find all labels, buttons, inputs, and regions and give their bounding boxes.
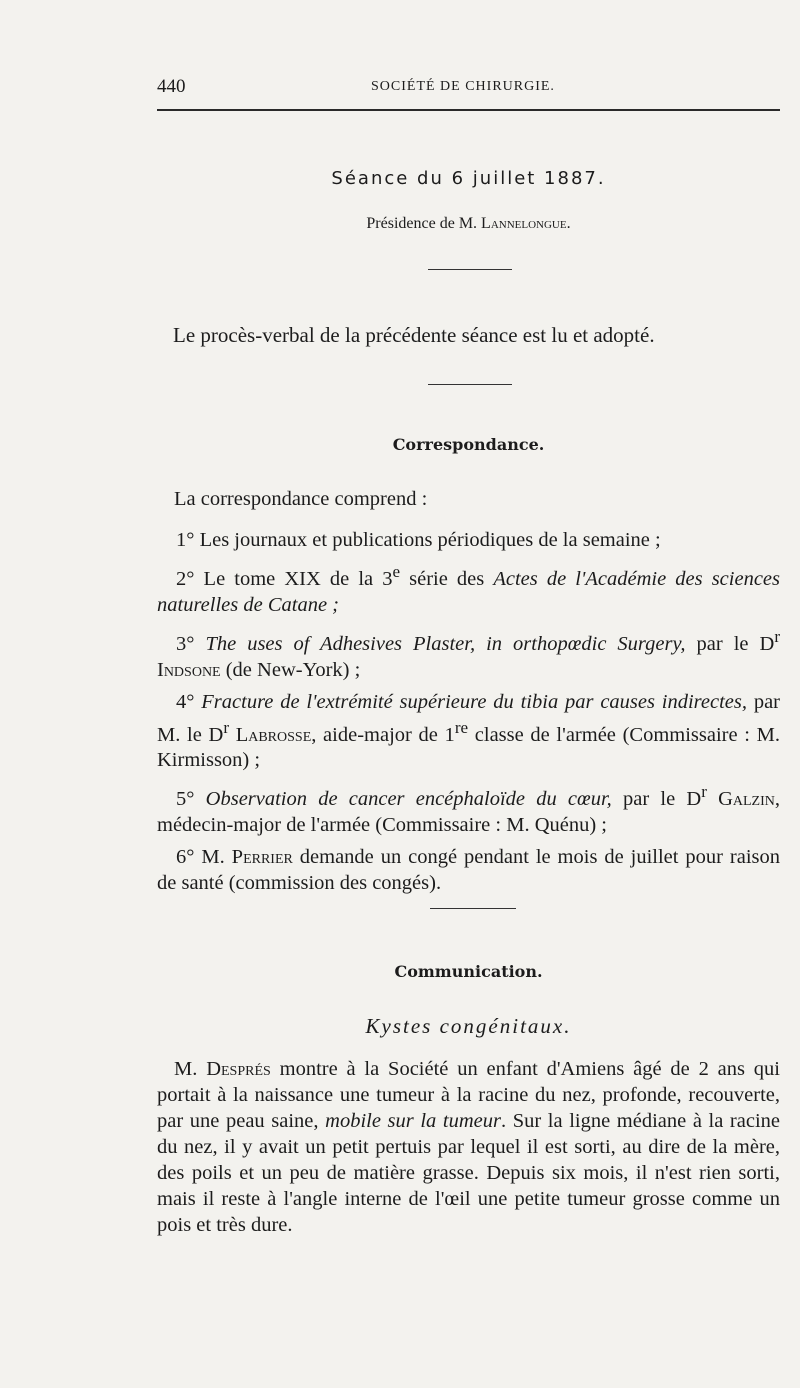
item-title: Observation de cancer encéphaloïde du cœur, xyxy=(205,788,612,811)
item-text: classe de l'armée (Commissaire : M. Kirmisson) ; xyxy=(157,723,781,772)
proces-verbal: Le procès-verbal de la précédente séance est lu et adopté. xyxy=(173,323,655,347)
seance-title: Séance du 6 juillet 1887. xyxy=(331,168,606,189)
item-number: 3° xyxy=(176,632,206,655)
item-number: 6° xyxy=(176,846,202,869)
section-divider xyxy=(430,908,516,909)
author-name: Galzin xyxy=(706,788,775,811)
superscript: r xyxy=(223,717,230,737)
item-text: , médecin-major de l'armée (Commissaire : M. Quénu) ; xyxy=(157,788,780,837)
section-divider xyxy=(428,384,512,385)
paragraph xyxy=(157,1056,780,1238)
list-item xyxy=(157,624,780,683)
correspondance-list xyxy=(157,527,780,902)
author-name: Perrier xyxy=(231,846,293,869)
author-name: Labrosse xyxy=(229,723,312,746)
item-title: The uses of Adhesives Plaster, in orthopœdic Surgery, xyxy=(205,632,686,655)
list-item xyxy=(157,779,780,838)
para-italic: mobile sur la tumeur xyxy=(325,1110,501,1132)
item-text: , aide-major de 1 xyxy=(311,723,455,746)
item-text: série des xyxy=(400,567,494,590)
list-item xyxy=(157,844,780,896)
list-item xyxy=(157,527,780,553)
item-text: Le tome XIX de la 3 xyxy=(203,567,393,590)
item-number: 5° xyxy=(176,788,206,811)
correspondance-heading: Correspondance. xyxy=(392,435,545,454)
president-name: Lannelongue xyxy=(481,215,567,232)
item-number: 4° xyxy=(176,690,202,713)
para-text: . Sur la ligne médiane à la racine du nez, il y avait un petit pertuis par lequel il est sorti, au dire de la mère, des poils et un peu de matière grasse. Depuis six mois, il n'est rien sorti, mais il reste à l'angle interne de l'œil une petite tumeur grosse comme un pois et très dure. xyxy=(157,1110,780,1236)
communication-heading: Communication. xyxy=(394,962,543,981)
item-text: M. xyxy=(201,846,232,869)
section-divider xyxy=(428,269,512,270)
list-item xyxy=(157,689,780,774)
communication-body xyxy=(157,1056,780,1238)
item-number: 1° xyxy=(176,529,200,551)
item-text: demande un congé pendant le mois de juillet pour raison de santé (commission des congés). xyxy=(157,846,780,895)
communication-subtitle: Kystes congénitaux. xyxy=(365,1014,572,1038)
superscript: r xyxy=(701,782,707,802)
item-text: par M. le D xyxy=(157,690,780,746)
item-text: Les journaux et publications périodiques de la semaine ; xyxy=(199,529,661,551)
presidence-suffix: . xyxy=(566,215,571,232)
author-name: Després xyxy=(206,1058,271,1080)
correspondance-intro: La correspondance comprend : xyxy=(174,488,428,510)
page-number: 440 xyxy=(157,76,186,97)
item-text: (de New-York) ; xyxy=(220,658,361,681)
superscript: r xyxy=(774,626,780,646)
item-text: par le D xyxy=(685,632,775,655)
item-number: 2° xyxy=(176,567,204,590)
item-text: par le D xyxy=(611,788,702,811)
superscript: re xyxy=(454,717,469,737)
para-text: M. xyxy=(174,1058,207,1080)
presidence-line xyxy=(157,215,780,233)
presidence-prefix: Présidence de M. xyxy=(366,215,482,232)
author-name: Indsone xyxy=(157,658,221,681)
list-item xyxy=(157,559,780,618)
running-head xyxy=(157,74,780,98)
superscript: e xyxy=(392,562,401,581)
running-title: SOCIÉTÉ DE CHIRURGIE. xyxy=(371,79,555,94)
para-text: montre à la Société un enfant d'Amiens âgé de 2 ans qui portait à la naissance une tumeur à la racine du nez, profonde, recouverte, par une peau saine, xyxy=(157,1058,780,1132)
item-title: Actes de l'Académie des sciences naturelles de Catane ; xyxy=(157,567,780,616)
item-title: Fracture de l'extrémité supérieure du tibia par causes indirectes, xyxy=(201,690,747,713)
header-rule xyxy=(157,109,780,111)
